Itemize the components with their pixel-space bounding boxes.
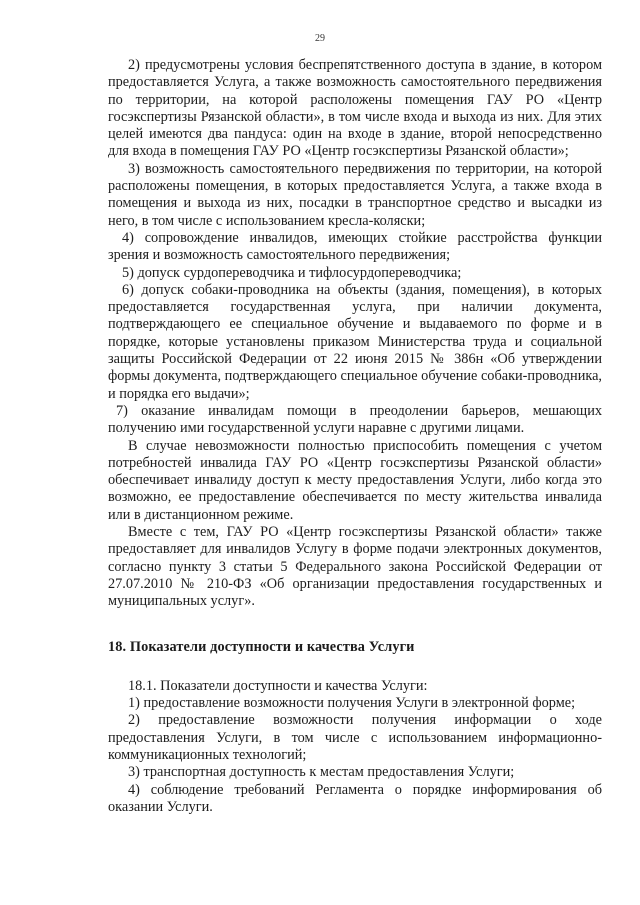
paragraph-escort: 4) сопровождение инвалидов, имеющих стойкие расстройства функции зрения и возможность самостоятельного передвижения; — [108, 229, 602, 264]
paragraph-indicators-intro: 18.1. Показатели доступности и качества Услуги: — [128, 677, 428, 694]
page-number: 29 — [315, 33, 325, 44]
paragraph-electronic-documents: Вместе с тем, ГАУ РО «Центр госэкспертизы Рязанской области» также предоставляет для инвалидов Услугу в форме подачи электронных документов, согласно пункту 3 статьи 5 Федерального закона Российской Федерации от 27.07.2010 № 210-ФЗ «Об организации предоставления государственных и муниципальных услуг». — [108, 524, 602, 610]
paragraph-indicator-3: 3) транспортная доступность к местам предоставления Услуги; — [128, 764, 515, 781]
paragraph-alternative-access: В случае невозможности полностью приспособить помещения с учетом потребностей инвалида ГАУ РО «Центр госэкспертизы Рязанской области» обеспечивает инвалиду доступ к месту предоставления Услуги, либо когда это возможно, ее предоставление обеспечивается по месту жительства инвалида или в дистанционном режиме. — [108, 437, 602, 523]
document-body — [108, 57, 602, 816]
paragraph-indicator-4: 4) соблюдение требований Регламента о порядке информирования об оказании Услуги. — [108, 781, 602, 815]
paragraph-guide-dog: 6) допуск собаки-проводника на объекты (здания, помещения), в которых предоставляется государственная услуга, при наличии документа, подтверждающего ее специальное обучение и выдаваемого по форме и в порядке, которые установлены приказом Министерства труда и социальной защиты Российской Федерации от 22 июня 2015 № 386н «Об утверждении формы документа, подтверждающего специальное обучение собаки-проводника, и порядка его выдачи»; — [108, 281, 602, 402]
paragraph-self-movement: 3) возможность самостоятельного передвижения по территории, на которой расположены помещения, в которых предоставляется Услуга, а также входа в помещения и выхода из них, посадки в транспортное средство и высадки из него, в том числе с использованием кресла-коляски; — [108, 160, 602, 229]
paragraph-access-conditions: 2) предусмотрены условия беспрепятственного доступа в здание, в котором предоставляется Услуга, а также возможность самостоятельного передвижения по территории, на которой расположены помещения ГАУ РО «Центр госэкспертизы Рязанской области», в том числе входа и выхода из них. Для этих целей имеются два пандуса: один на входе в здание, второй непосредственно для входа в помещения ГАУ РО «Центр госэкспертизы Рязанской области»; — [108, 57, 602, 160]
paragraph-indicator-2: 2) предоставление возможности получения информации о ходе предоставления Услуги, в том числе с использованием информационно-коммуникационных технологий; — [108, 712, 602, 763]
paragraph-assistance: 7) оказание инвалидам помощи в преодолении барьеров, мешающих получению ими государственной услуги наравне с другими лицами. — [108, 402, 602, 437]
paragraph-interpreter: 5) допуск сурдопереводчика и тифлосурдопереводчика; — [122, 264, 462, 281]
paragraph-indicator-1: 1) предоставление возможности получения Услуги в электронной форме; — [128, 695, 576, 712]
section-heading: 18. Показатели доступности и качества Услуги — [108, 638, 415, 655]
